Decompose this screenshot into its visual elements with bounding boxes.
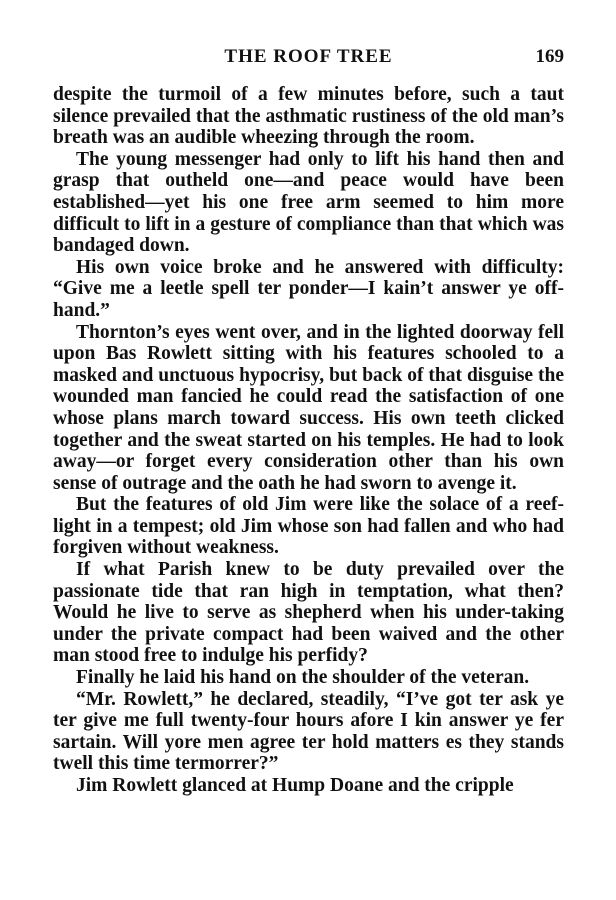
paragraph-continued: despite the turmoil of a few minutes before, such a taut silence prevailed that the asthmatic rustiness of the old man’s breath was an audible wheezing through the room. xyxy=(53,84,564,149)
paragraph: But the features of old Jim were like the solace of a reef-light in a tempest; old Jim whose son had fallen and who had forgiven without weakness. xyxy=(53,494,564,559)
paragraph: Finally he laid his hand on the shoulder of the veteran. xyxy=(76,667,530,689)
paragraph: “Mr. Rowlett,” he declared, steadily, “I’ve got ter ask ye ter give me full twenty-four hours afore I kin answer ye fer sartain. Will yore men agree ter hold matters es they stands twell this time termorrer?” xyxy=(53,688,564,775)
paragraph: Jim Rowlett glanced at Hump Doane and the cripple xyxy=(76,775,514,796)
paragraph: His own voice broke and he answered with difficulty: “Give me a leetle spell ter ponder—I kain’t answer ye off-hand.” xyxy=(53,256,564,321)
paragraph: The young messenger had only to lift his hand then and grasp that outheld one—and peace would have been established—yet his one free arm seemed to him more difficult to lift in a gesture of compliance than that which was bandaged down. xyxy=(53,148,564,257)
body-text xyxy=(53,84,564,797)
page-number: 169 xyxy=(535,46,564,67)
running-title: THE ROOF TREE xyxy=(224,46,393,67)
paragraph: Thornton’s eyes went over, and in the lighted doorway fell upon Bas Rowlett sitting with his features schooled to a masked and unctuous hypocrisy, but back of that disguise the wounded man fancied he could read the satisfaction of one whose plans march toward success. His own teeth clicked together and the sweat started on his temples. He had to look away—or forget every consideration other than his own sense of outrage and the oath he had sworn to avenge it. xyxy=(53,321,564,494)
paragraph: If what Parish knew to be duty prevailed over the passionate tide that ran high in temptation, what then? Would he live to serve as shepherd when his under-taking under the private compact had been waived and the other man stood free to indulge his perfidy? xyxy=(53,559,564,667)
running-head xyxy=(53,44,564,70)
